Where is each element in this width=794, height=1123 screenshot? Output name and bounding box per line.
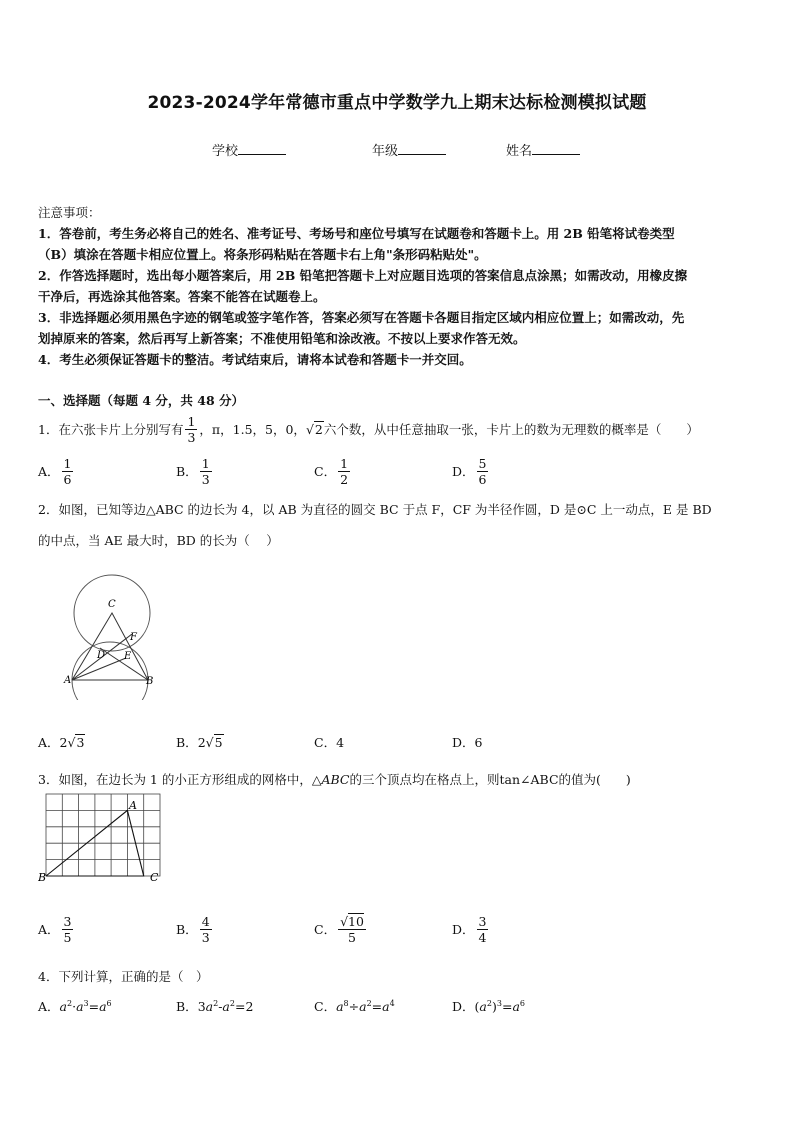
option-label: B．	[176, 922, 198, 937]
grade-label: 年级	[372, 144, 399, 159]
grade-blank	[398, 142, 446, 155]
option-fraction	[477, 456, 489, 487]
notice-line: （B）填涂在答题卡相应位置上。将条形码粘贴在答题卡右上角"条形码粘贴处"。	[38, 247, 487, 262]
option-expression: $3a^2-a^2=2$	[197, 998, 254, 1014]
label-a: A	[64, 675, 72, 686]
radicand: 10	[348, 913, 364, 929]
numerator: 1	[201, 455, 210, 471]
option-label: B．	[176, 464, 198, 479]
notice-heading: 注意事项：	[38, 205, 101, 220]
notice-line: 干净后，再选涂其他答案。答案不能答在试题卷上。	[38, 289, 326, 304]
question-2-line1: 2．如图，已知等边△ABC 的边长为 4，以 AB 为直径的圆交 BC 于点 F，CF 为半径作圆，D 是⊙C 上一动点，E 是 BD	[38, 502, 712, 517]
option-A[interactable]	[38, 997, 112, 1015]
option-C[interactable]	[314, 997, 395, 1015]
q3-triangle: △ABC	[311, 772, 350, 787]
option-B[interactable]	[176, 452, 214, 490]
denominator: 6	[63, 471, 72, 487]
numerator: 5	[478, 455, 487, 471]
school-label: 学校	[212, 144, 239, 159]
denominator: 6	[478, 471, 487, 487]
denominator: 3	[201, 929, 210, 945]
label-c: C	[108, 599, 116, 610]
school-field	[212, 140, 286, 159]
question-2-line2: 的中点，当 AE 最大时，BD 的长为（ ）	[38, 533, 279, 548]
numerator: 3	[63, 913, 72, 929]
sqrt: √3	[67, 735, 85, 750]
option-expression: $a^2\cdot a^3=a^6$	[59, 998, 112, 1014]
option-C[interactable]	[314, 733, 344, 751]
question-3-stem	[38, 770, 631, 788]
triangle-abc	[72, 613, 148, 680]
option-label: A．	[38, 999, 60, 1014]
q1-mid: ，π，1.5，5，0，	[199, 422, 306, 437]
label-a: A	[129, 799, 137, 812]
notice-line: 4．考生必须保证答题卡的整洁。考试结束后，请将本试卷和答题卡一并交回。	[38, 352, 472, 367]
denominator: 4	[478, 929, 487, 945]
denominator: 5	[63, 929, 72, 945]
segment-ae	[72, 658, 126, 680]
option-D[interactable]	[452, 452, 490, 490]
numerator: 1	[63, 455, 72, 471]
q3-part3: 的值为( )	[558, 772, 631, 787]
notice-line: 划掉原来的答案，然后再写上新答案；不准使用铅笔和涂改液。不按以上要求作答无效。	[38, 331, 526, 346]
coefficient: 2	[59, 735, 68, 750]
option-label: C．	[314, 922, 337, 937]
option-fraction	[338, 456, 350, 487]
option-fraction	[200, 914, 212, 945]
option-label: C．	[314, 464, 337, 479]
option-C[interactable]	[314, 452, 352, 490]
option-expression: $a^8\div a^2=a^4$	[336, 998, 395, 1014]
option-expression: $(a^2)^3=a^6$	[474, 998, 525, 1014]
numerator: 1	[187, 413, 196, 429]
numerator: 4	[201, 913, 210, 929]
option-D[interactable]	[452, 909, 490, 949]
q1-fraction	[185, 414, 197, 445]
q3-part1: 3．如图，在边长为 1 的小正方形组成的网格中，	[38, 772, 312, 787]
name-field	[506, 140, 580, 159]
question-4-stem: 4．下列计算，正确的是（ ）	[38, 969, 209, 984]
grid-border	[46, 794, 160, 876]
option-label: B．	[176, 735, 198, 750]
page-title: 2023-2024学年常德市重点中学数学九上期末达标检测模拟试题	[147, 93, 647, 113]
option-fraction	[200, 456, 212, 487]
option-fraction	[338, 914, 366, 945]
option-label: D．	[452, 464, 475, 479]
label-e: E	[124, 651, 132, 662]
option-label: B．	[176, 999, 198, 1014]
radicand: 3	[76, 735, 85, 750]
label-f: F	[130, 632, 137, 643]
q3-tan: tan∠ABC	[499, 772, 559, 787]
label-b: B	[38, 871, 47, 884]
q2-figure	[60, 570, 160, 700]
label-c: C	[150, 871, 159, 884]
grid	[46, 794, 160, 876]
option-C[interactable]	[314, 909, 368, 949]
option-label: D．	[452, 735, 475, 750]
question-1-stem	[38, 409, 699, 449]
option-B[interactable]	[176, 909, 214, 949]
option-label: A．	[38, 735, 60, 750]
option-D[interactable]	[452, 733, 482, 751]
label-b: B	[146, 676, 154, 687]
option-label: C．	[314, 999, 337, 1014]
denominator: 2	[340, 471, 349, 487]
option-label: A．	[38, 464, 60, 479]
option-D[interactable]	[452, 997, 525, 1015]
label-d: D	[97, 650, 106, 661]
option-B[interactable]	[176, 997, 253, 1015]
name-blank	[532, 142, 580, 155]
option-A[interactable]	[38, 909, 75, 949]
q3-part2: 的三个顶点均在格点上，则	[349, 772, 500, 787]
option-label: D．	[452, 999, 475, 1014]
option-label: C．	[314, 735, 337, 750]
q3-grid-figure	[38, 790, 163, 890]
option-A[interactable]	[38, 733, 85, 751]
notice-line: 1．答卷前，考生务必将自己的姓名、准考证号、考场号和座位号填写在试题卷和答题卡上。用 2B 铅笔将试卷类型	[38, 226, 675, 241]
option-label: A．	[38, 922, 60, 937]
numerator: 1	[340, 455, 349, 471]
grade-field	[372, 140, 446, 159]
school-blank	[238, 142, 286, 155]
numerator: 3	[478, 913, 487, 929]
option-value: 4	[336, 735, 345, 750]
notice-line: 2．作答选择题时，选出每小题答案后，用 2B 铅笔把答题卡上对应题目选项的答案信息点涂黑；如需改动，用橡皮擦	[38, 268, 688, 283]
radicand: 2	[314, 421, 323, 437]
section-heading: 一、选择题（每题 4 分，共 48 分）	[38, 393, 245, 408]
denominator: 5	[348, 929, 356, 945]
denominator: 3	[201, 471, 210, 487]
option-A[interactable]	[38, 452, 75, 490]
denominator: 3	[187, 429, 196, 445]
q1-prefix: 1．在六张卡片上分别写有	[38, 422, 184, 437]
option-B[interactable]	[176, 733, 224, 751]
option-fraction	[62, 456, 74, 487]
q1-suffix: 六个数，从中任意抽取一张，卡片上的数为无理数的概率是（ ）	[323, 422, 699, 437]
numerator: √10	[340, 913, 364, 929]
option-fraction	[62, 914, 74, 945]
coefficient: 2	[197, 735, 206, 750]
option-fraction	[477, 914, 489, 945]
sqrt: √5	[205, 735, 223, 750]
name-label: 姓名	[506, 144, 533, 159]
radicand: 5	[214, 735, 223, 750]
notice-line: 3．非选择题必须用黑色字迹的钢笔或签字笔作答，答案必须写在答题卡各题目指定区域内相应位置上；如需改动，先	[38, 310, 685, 325]
option-value: 6	[474, 735, 483, 750]
q1-sqrt: √2	[305, 421, 323, 437]
option-label: D．	[452, 922, 475, 937]
